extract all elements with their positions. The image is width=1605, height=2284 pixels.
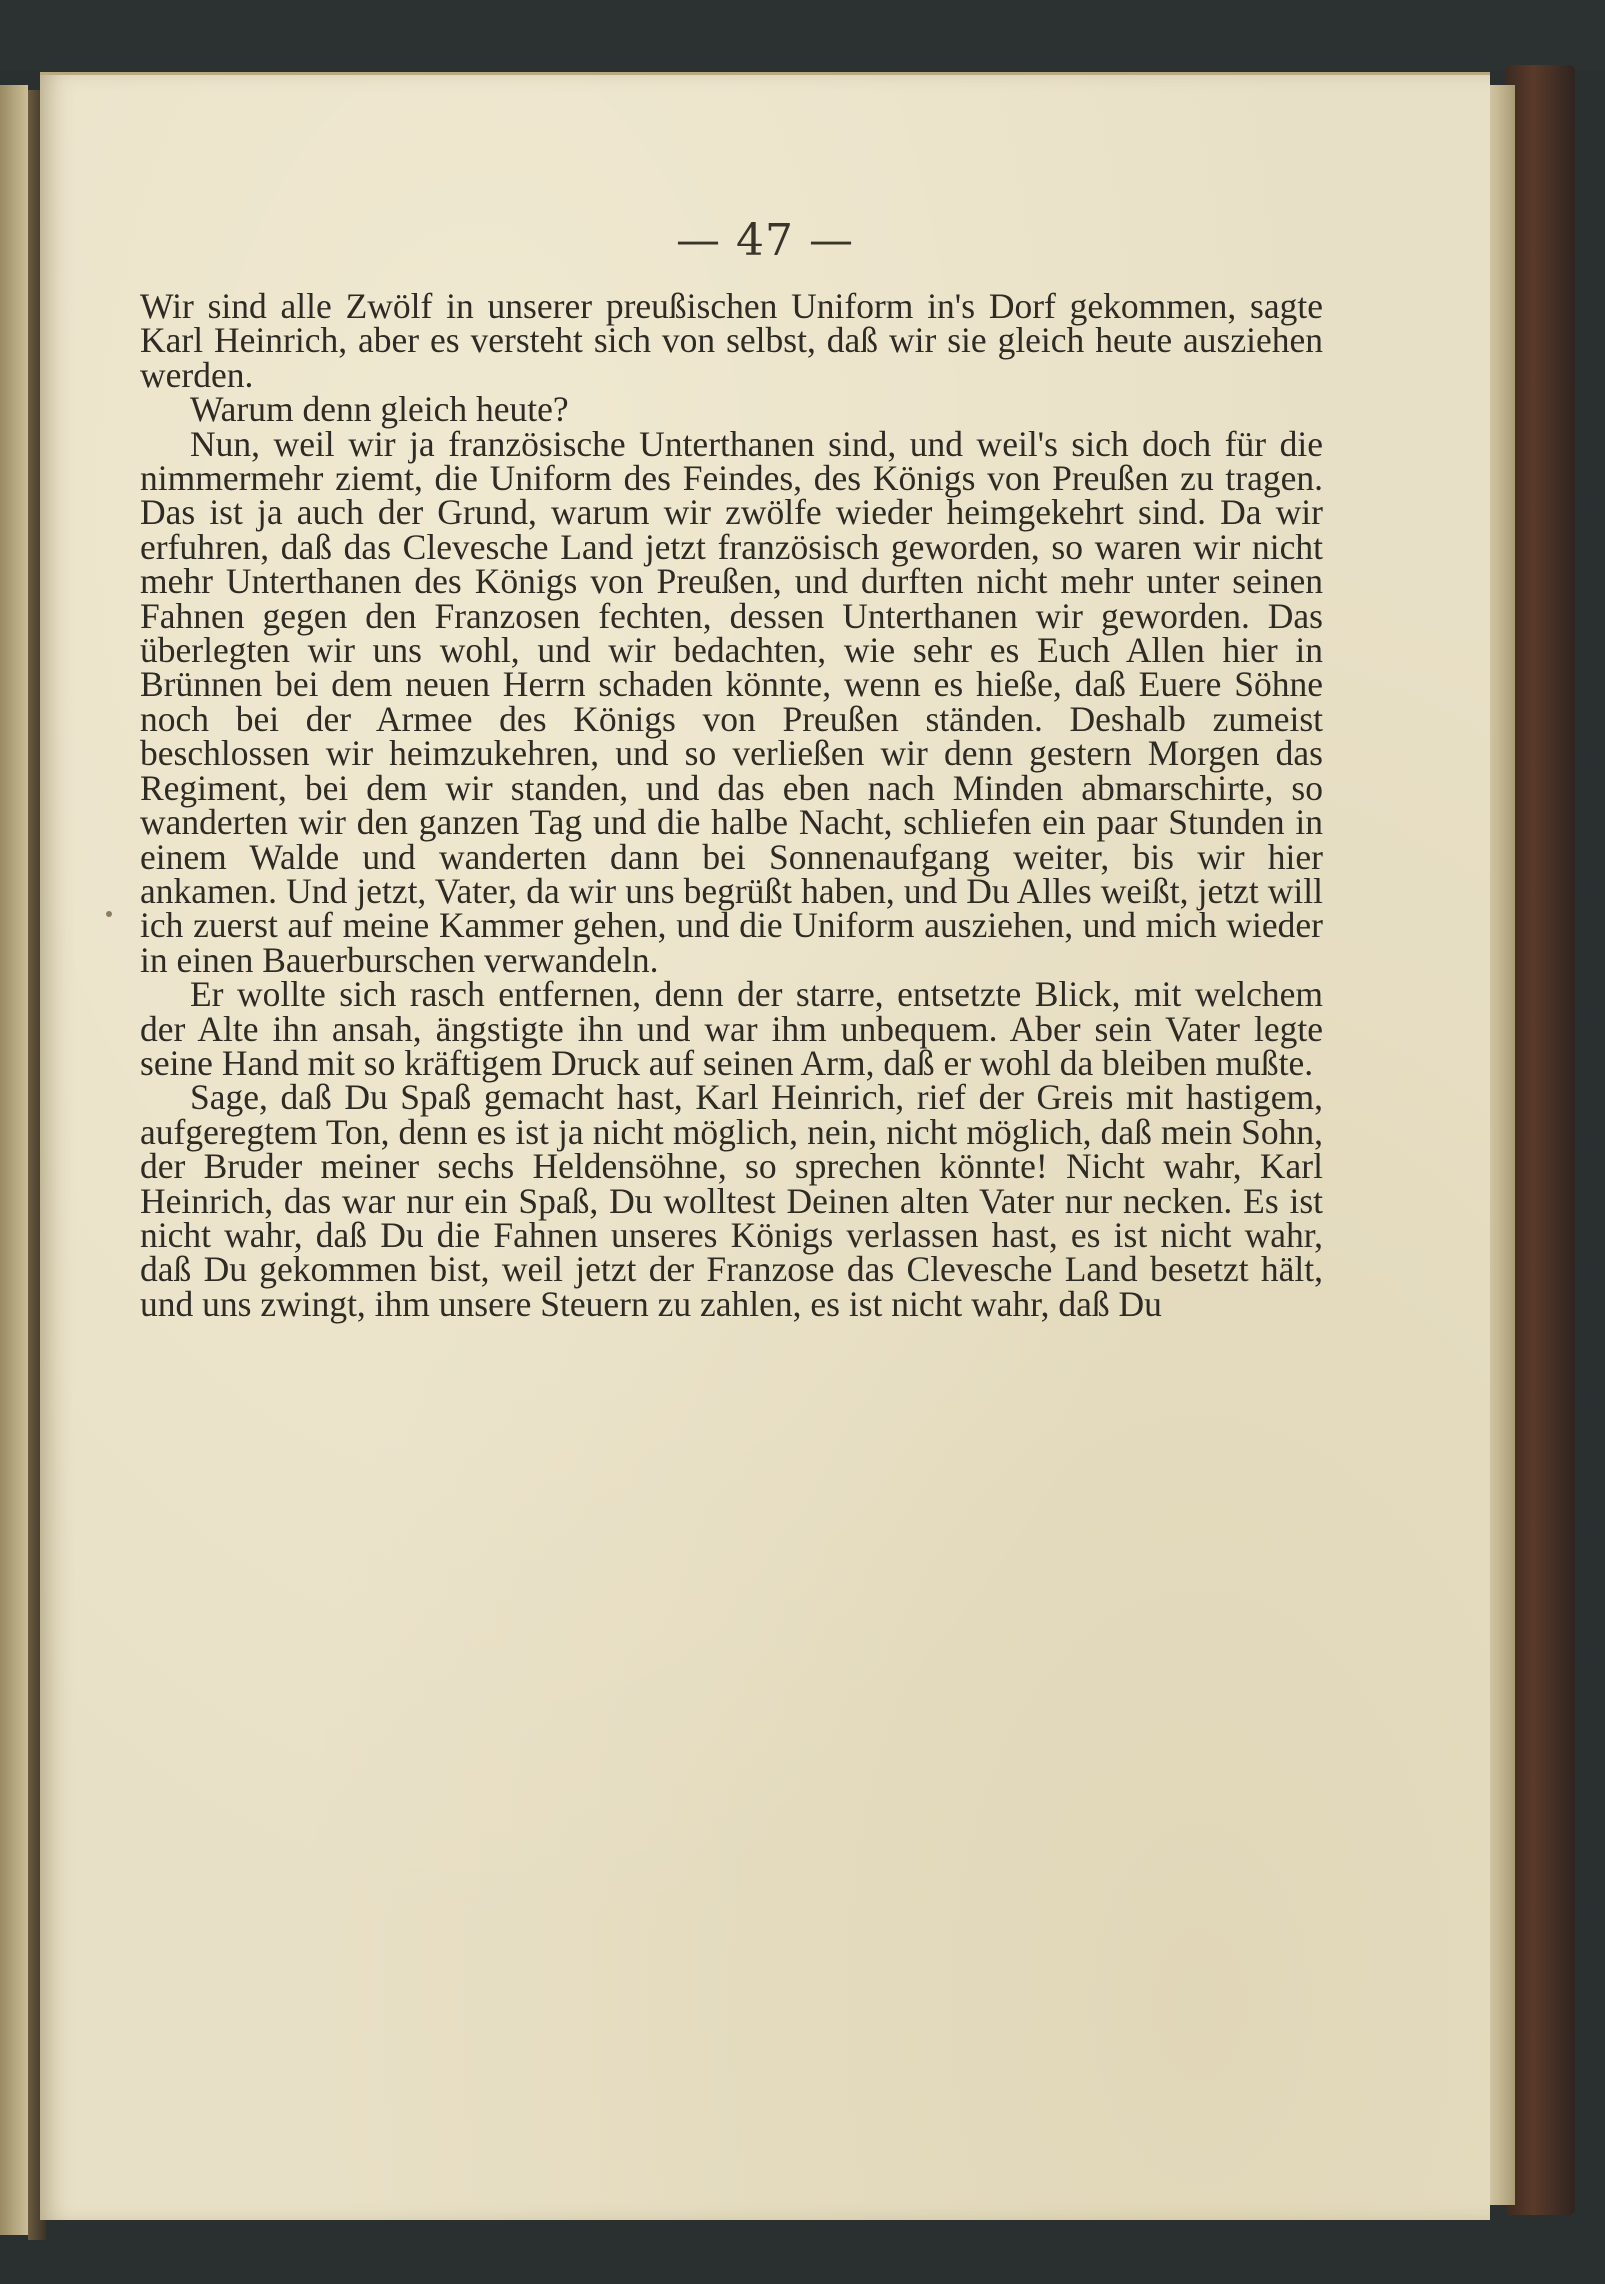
paper-speck — [106, 911, 112, 917]
paragraph: Nun, weil wir ja französische Unterthanen sind, und weil's sich doch für die nimmermehr ziemt, die Uniform des Feindes, des Königs von Preußen zu tragen. Das ist ja auch der Grund, warum wir zwölfe wieder heimgekehrt sind. Da wir erfuhren, daß das Clevesche Land jetzt französisch geworden, so waren wir nicht mehr Unterthanen des Königs von Preußen, und durften nicht mehr unter seinen Fahnen gegen den Franzosen fechten, dessen Unterthanen wir geworden. Das überlegten wir uns wohl, und wir bedachten, wie sehr es Euch Allen hier in Brünnen bei dem neuen Herrn schaden könnte, wenn es hieße, daß Euere Söhne noch bei der Armee des Königs von Preußen ständen. Deshalb zumeist beschlossen wir heimzukehren, und so verließen wir denn gestern Morgen das Regiment, bei dem wir standen, und das eben nach Minden abmarschirte, so wanderten wir den ganzen Tag und die halbe Nacht, schliefen ein paar Stunden in einem Walde und wanderten dann bei Sonnenaufgang weiter, bis wir hier ankamen. Und jetzt, Vater, da wir uns begrüßt haben, und Du Alles weißt, jetzt will ich zuerst auf meine Kammer gehen, und die Uniform ausziehen, und mich wieder in einen Bauerburschen verwandeln. — [140, 423, 1323, 980]
paragraph: Warum denn gleich heute? — [190, 389, 569, 430]
paragraph: Sage, daß Du Spaß gemacht hast, Karl Heinrich, rief der Greis mit hastigem, aufgeregtem Ton, denn es ist ja nicht möglich, nein, nicht möglich, daß mein Sohn, der Bruder meiner sechs Heldensöhne, so sprechen könnte! Nicht wahr, Karl Heinrich, das war nur ein Spaß, Du wolltest Deinen alten Vater nur necken. Es ist nicht wahr, daß Du die Fahnen unseres Königs verlassen hast, es ist nicht wahr, daß Du gekommen bist, weil jetzt der Franzose das Clevesche Land besetzt hält, und uns zwingt, ihm unsere Steuern zu zahlen, es ist nicht wahr, daß Du — [140, 1077, 1323, 1324]
body-text — [140, 286, 1323, 1324]
page-number: — 47 — — [676, 215, 854, 266]
scan-background — [0, 0, 1605, 70]
facing-page-edge — [0, 85, 28, 2235]
book-page — [40, 72, 1490, 2220]
book-cover-edge — [1505, 65, 1575, 2215]
paragraph: Er wollte sich rasch entfernen, denn der starre, entsetzte Blick, mit welchem der Alte ihn ansah, ängstigte ihn und war ihm unbequem. Aber sein Vater legte seine Hand mit so kräftigem Druck auf seinen Arm, daß er wohl da bleiben mußte. — [140, 974, 1323, 1083]
paragraph: Wir sind alle Zwölf in unserer preußischen Uniform in's Dorf gekommen, sagte Karl Heinrich, aber es versteht sich von selbst, daß wir sie gleich heute ausziehen werden. — [140, 286, 1323, 395]
